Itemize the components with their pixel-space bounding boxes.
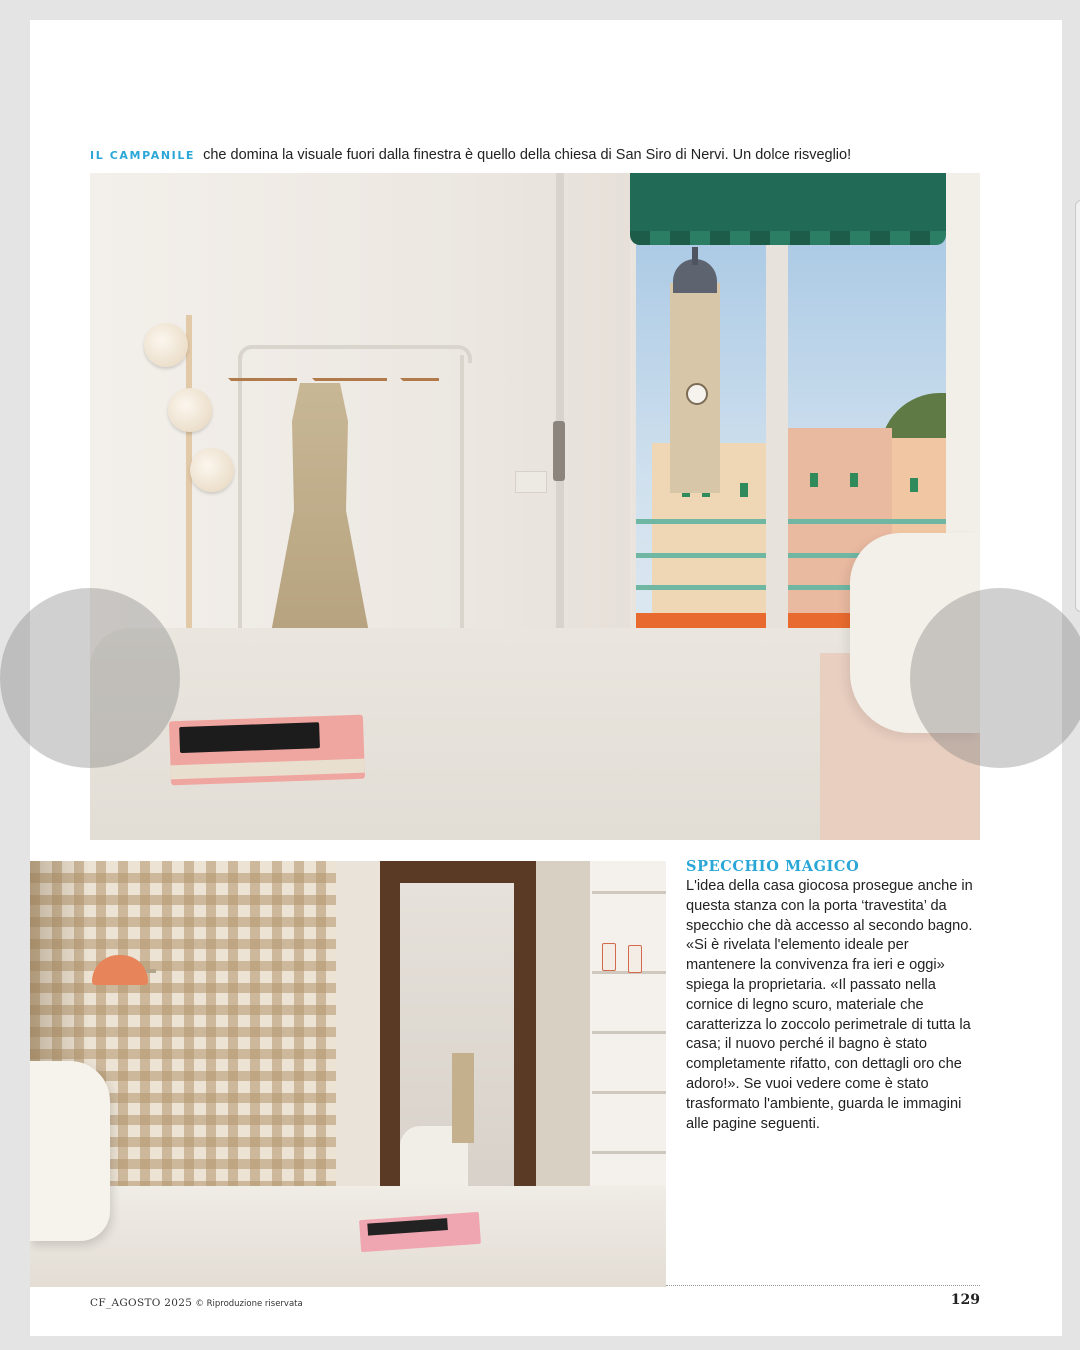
shelf [592, 891, 666, 894]
copyright-notice: © Riproduzione riservata [195, 1299, 303, 1309]
caption-text: che domina la visuale fuori dalla finestra è quello della chiesa di San Siro di Nervi. Un dolce risveglio! [203, 147, 852, 163]
door-handle [553, 421, 565, 481]
awning-fringe [630, 231, 946, 245]
pillow [30, 1061, 110, 1241]
shelf [592, 1031, 666, 1034]
hanger-icon [400, 378, 439, 399]
light-switch [515, 471, 547, 493]
magazine-issue: CF_AGOSTO 2025 [90, 1297, 193, 1309]
hanger-icon [258, 378, 297, 399]
photo-shutter [850, 473, 858, 487]
sidebar-heading: SPECCHIO MAGICO [686, 858, 860, 875]
photo-shutter [810, 473, 818, 487]
coat-stand [186, 315, 192, 645]
clock-icon [686, 383, 708, 405]
bedroom-window-photo [90, 173, 980, 840]
lamp-arm [146, 969, 156, 973]
page-number: 129 [950, 1292, 980, 1308]
book-cover-band [179, 722, 320, 753]
window-mullion [766, 173, 788, 653]
clothes-rack-top [238, 345, 472, 363]
mirror-door-photo [30, 861, 666, 1287]
coat-peg [144, 323, 188, 367]
scrollbar-handle[interactable] [1075, 200, 1080, 612]
previous-page-button[interactable] [0, 588, 180, 768]
shelf [592, 1151, 666, 1154]
photo-shutter [910, 478, 918, 492]
shelf [592, 1091, 666, 1094]
hanger-icon [348, 378, 387, 399]
clothes-rack-leg [460, 355, 464, 640]
book-cover-band [367, 1218, 448, 1236]
sidebar-article [686, 858, 986, 1134]
coat-peg [168, 388, 212, 432]
coat-peg [190, 448, 234, 492]
shelving [590, 861, 666, 1191]
next-page-button[interactable] [910, 588, 1080, 768]
top-photo-caption [90, 147, 990, 163]
sidebar-body: L'idea della casa giocosa prosegue anche in questa stanza con la porta ‘travestita’ da specchio che dà accesso al secondo bagno. «Si è rivelata l'elemento ideale per mantenere la convivenza fra ieri e oggi» spiega la proprietaria. «Il passato nella cornice di legno scuro, materiale che caratterizza lo zoccolo perimetrale di tutta la casa; il nuovo perché il bagno è stato completamente rifatto, con dettagli oro che adoro!». Se vuoi vedere come è stato trasformato l'ambiente, guarda le immagini alle pagine seguenti. [686, 878, 973, 1132]
footer-rule [666, 1285, 980, 1286]
jar [602, 943, 616, 971]
bed [30, 1186, 666, 1287]
jar [628, 945, 642, 973]
photo-shutter [740, 483, 748, 497]
book-pages [170, 759, 364, 780]
bell-tower-spire [692, 247, 698, 265]
caption-lead: IL CAMPANILE [90, 149, 196, 162]
footer-credit [90, 1297, 303, 1309]
book [169, 715, 365, 786]
balcony-rail [636, 519, 946, 524]
mirror-reflection-dress [452, 1053, 474, 1143]
